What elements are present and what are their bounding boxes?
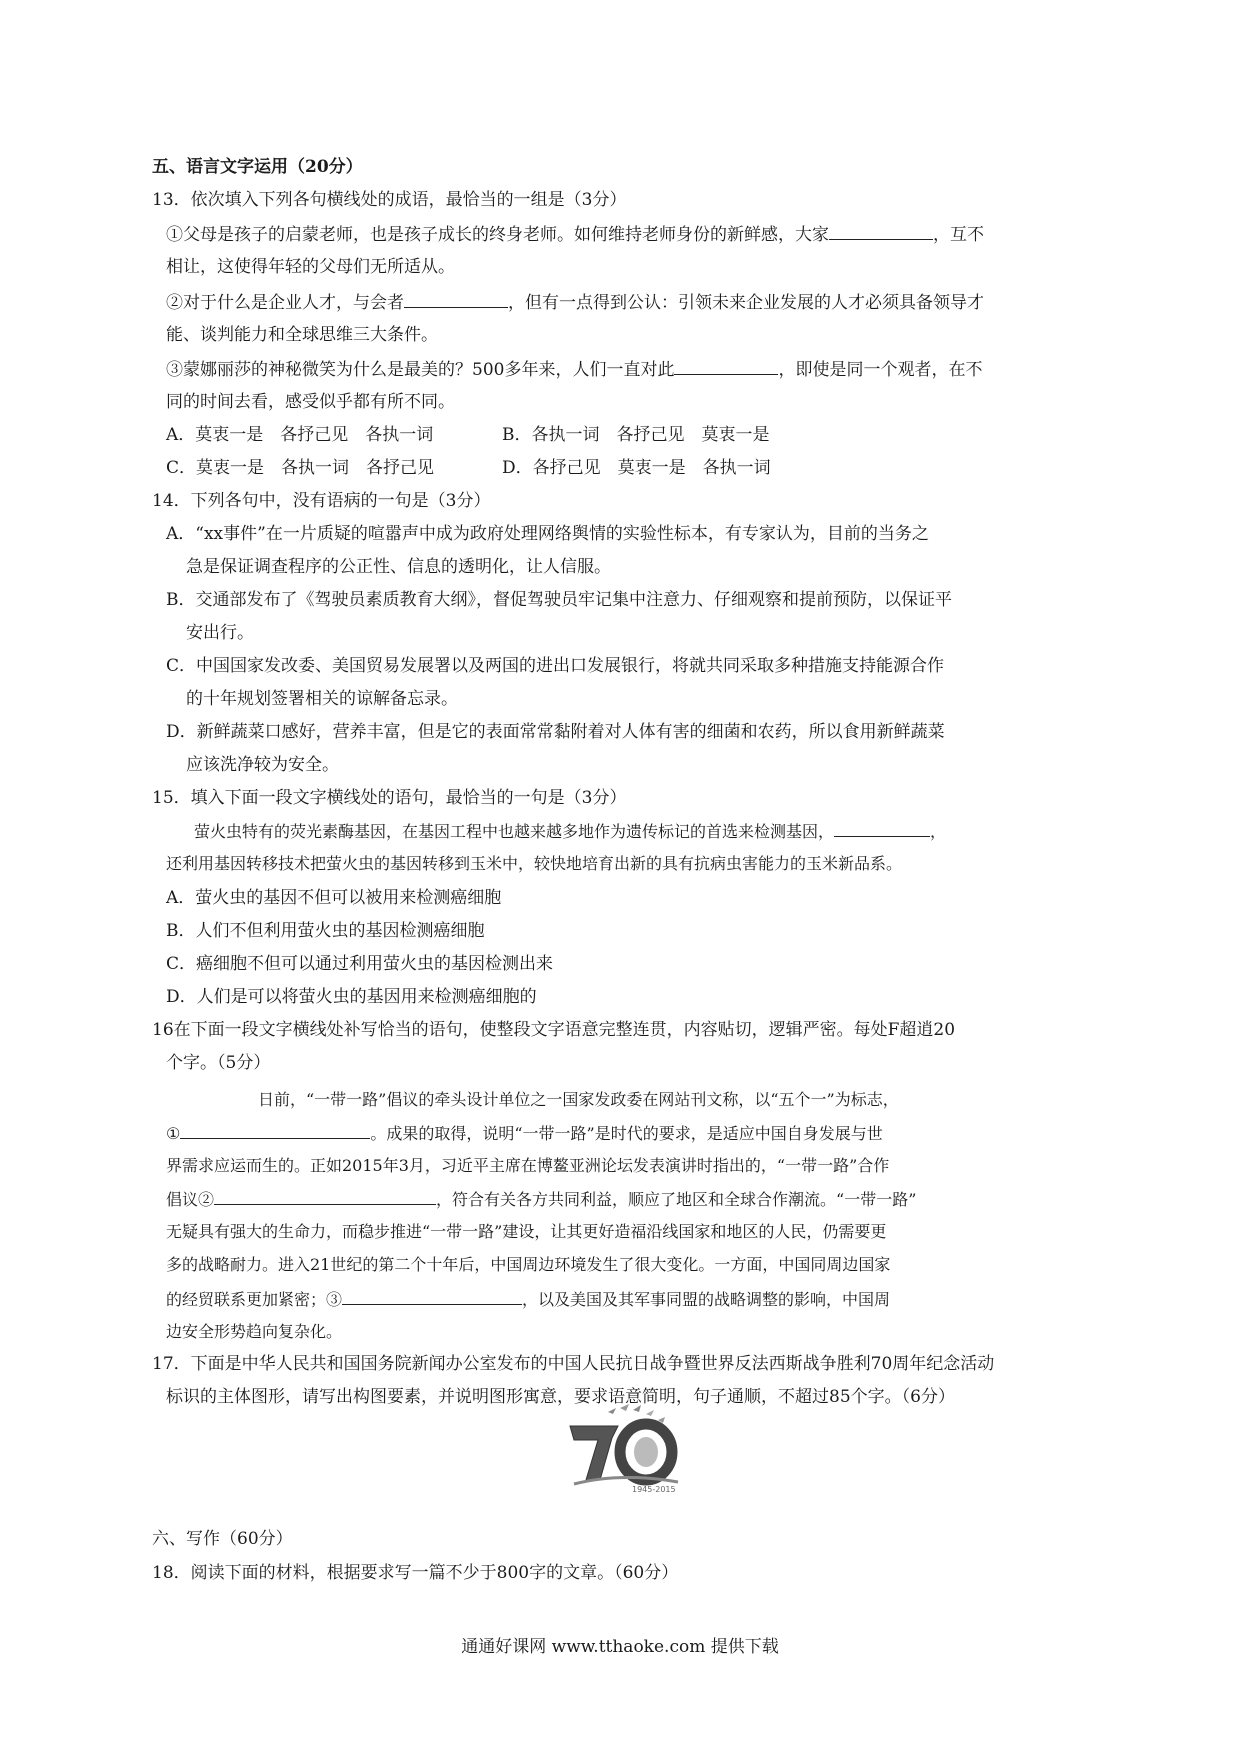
q15-passage-comma: ， bbox=[930, 822, 947, 841]
logo-years: 1945-2015 bbox=[632, 1485, 676, 1494]
q14-stem: 14．下列各句中，没有语病的一句是（3分） bbox=[152, 491, 491, 511]
q16-passage-line-2 bbox=[166, 1122, 883, 1145]
dove-icon bbox=[620, 1404, 629, 1411]
q16-passage-line-3: 界需求应运而生的。正如2015年3月，习近平主席在博鳌亚洲论坛发表演讲时指出的，“一带一路”合作 bbox=[166, 1156, 890, 1175]
q13-s1-text: ①父母是孩子的启蒙老师，也是孩子成长的终身老师。如何维持老师身份的新鲜感，大家 bbox=[166, 225, 829, 245]
q14-option-a: A．“xx事件”在一片质疑的喧嚣声中成为政府处理网络舆情的实验性标本，有专家认为，目前的当务之 bbox=[166, 524, 929, 544]
logo-graphic bbox=[560, 1400, 690, 1495]
q16-passage-line-1: 日前，“一带一路”倡议的牵头设计单位之一国家发政委在网站刊文称，以“五个一”为标志， bbox=[258, 1090, 899, 1109]
section-title-writing: 六、写作（60分） bbox=[152, 1529, 293, 1549]
q13-s2-text-end: ，但有一点得到公认：引领未来企业发展的人才必须具备领导才 bbox=[508, 293, 984, 313]
q15-option-c: C．癌细胞不但可以通过利用萤火虫的基因检测出来 bbox=[166, 954, 554, 974]
logo-seven bbox=[570, 1426, 618, 1480]
q13-sentence-2 bbox=[166, 291, 984, 314]
q15-stem: 15．填入下面一段文字横线处的语句，最恰当的一句是（3分） bbox=[152, 788, 627, 808]
dove-icon bbox=[608, 1408, 616, 1414]
q16-passage-text: 。成果的取得，说明“一带一路”是时代的要求，是适应中国自身发展与世 bbox=[370, 1124, 883, 1143]
q13-sentence-3 bbox=[166, 358, 982, 381]
q15-passage-2: 还利用基因转移技术把萤火虫的基因转移到玉米中，较快地培育出新的具有抗病虫害能力的玉米新品系。 bbox=[166, 854, 903, 873]
q16-stem-cont: 个字。（5分） bbox=[166, 1053, 271, 1073]
q15-option-d: D．人们是可以将萤火虫的基因用来检测癌细胞的 bbox=[166, 987, 537, 1007]
dove-icon bbox=[633, 1405, 641, 1412]
blank-line bbox=[829, 223, 933, 240]
q15-option-b: B．人们不但利用萤火虫的基因检测癌细胞 bbox=[166, 921, 485, 941]
q14-option-b: B．交通部发布了《驾驶员素质教育大纲》，督促驾驶员牢记集中注意力、仔细观察和提前预防，以保证平 bbox=[166, 590, 952, 610]
blank-line bbox=[674, 358, 778, 375]
q13-s2-text: ②对于什么是企业人才，与会者 bbox=[166, 293, 404, 313]
anniversary-70-logo bbox=[560, 1400, 690, 1495]
q16-passage-line-6: 多的战略耐力。进入21世纪的第二个十年后，中国周边环境发生了很大变化。一方面，中国同周边国家 bbox=[166, 1255, 891, 1274]
q14-option-c-cont: 的十年规划签署相关的谅解备忘录。 bbox=[186, 689, 458, 709]
q15-passage-1 bbox=[194, 820, 946, 843]
q16-passage-text: ，符合有关各方共同利益，顺应了地区和全球合作潮流。“一带一路” bbox=[436, 1190, 917, 1209]
blank-line bbox=[214, 1188, 436, 1205]
q13-s1-cont: 相让，这使得年轻的父母们无所适从。 bbox=[166, 257, 455, 277]
q18-stem: 18．阅读下面的材料，根据要求写一篇不少于800字的文章。（60分） bbox=[152, 1563, 679, 1583]
page-footer: 通通好课网 www.tthaoke.com 提供下载 bbox=[461, 1637, 779, 1657]
q14-option-a-cont: 急是保证调查程序的公正性、信息的透明化，让人信服。 bbox=[186, 557, 611, 577]
q16-blank-2-label: 倡议② bbox=[166, 1190, 215, 1209]
q14-option-d-cont: 应该洗净较为安全。 bbox=[186, 755, 339, 775]
q13-s3-text: ③蒙娜丽莎的神秘微笑为什么是最美的？500多年来，人们一直对此 bbox=[166, 360, 675, 380]
q15-option-a: A．萤火虫的基因不但可以被用来检测癌细胞 bbox=[166, 888, 502, 908]
blank-line bbox=[180, 1122, 370, 1139]
q13-s1-text-end: ，互不 bbox=[933, 225, 984, 245]
q13-s3-cont: 同的时间去看，感受似乎都有所不同。 bbox=[166, 392, 455, 412]
q16-blank-1-label: ① bbox=[166, 1124, 181, 1143]
q13-s2-cont: 能、谈判能力和全球思维三大条件。 bbox=[166, 325, 438, 345]
q13-option-b: B．各执一词 各抒己见 莫衷一是 bbox=[502, 425, 770, 445]
q13-s3-text-end: ，即使是同一个观者，在不 bbox=[778, 360, 983, 380]
blank-line bbox=[342, 1288, 522, 1305]
q13-option-d: D．各抒己见 莫衷一是 各执一词 bbox=[502, 458, 771, 478]
q16-passage-text: ，以及美国及其军事同盟的战略调整的影响，中国周 bbox=[522, 1290, 891, 1309]
q13-sentence-1 bbox=[166, 223, 984, 246]
q15-passage-text: 萤火虫特有的荧光素酶基因，在基因工程中也越来越多地作为遗传标记的首选来检测基因， bbox=[194, 822, 835, 841]
q14-option-b-cont: 安出行。 bbox=[186, 623, 254, 643]
q16-passage-line-7 bbox=[166, 1288, 890, 1311]
q13-stem: 13．依次填入下列各句横线处的成语，最恰当的一组是（3分） bbox=[152, 190, 627, 210]
q16-blank-3-label: 的经贸联系更加紧密；③ bbox=[166, 1290, 343, 1309]
logo-zero-inner bbox=[634, 1437, 658, 1467]
q16-passage-line-5: 无疑具有强大的生命力，而稳步推进“一带一路”建设，让其更好造福沿线国家和地区的人民，仍需要更 bbox=[166, 1222, 887, 1241]
dove-icon bbox=[646, 1410, 654, 1416]
q16-passage-line-8: 边安全形势趋向复杂化。 bbox=[166, 1322, 343, 1341]
q16-passage-line-4 bbox=[166, 1188, 916, 1211]
q16-stem: 16在下面一段文字横线处补写恰当的语句，使整段文字语意完整连贯，内容贴切，逻辑严密。每处F超逍20 bbox=[152, 1020, 956, 1040]
q14-option-d: D．新鲜蔬菜口感好，营养丰富，但是它的表面常常黏附着对人体有害的细菌和农药，所以食用新鲜蔬菜 bbox=[166, 722, 945, 742]
q17-stem-cont: 标识的主体图形，请写出构图要素，并说明图形寓意，要求语意简明，句子通顺，不超过85个字。（6分） bbox=[166, 1387, 955, 1407]
q14-option-c: C．中国国家发改委、美国贸易发展署以及两国的进出口发展银行，将就共同采取多种措施支持能源合作 bbox=[166, 656, 945, 676]
q13-option-c: C．莫衷一是 各执一词 各抒己见 bbox=[166, 458, 435, 478]
blank-line bbox=[834, 820, 930, 837]
q17-stem: 17．下面是中华人民共和国国务院新闻办公室发布的中国人民抗日战争暨世界反法西斯战争胜利70周年纪念活动 bbox=[152, 1354, 995, 1374]
section-title: 五、语言文字运用（20分） bbox=[152, 157, 363, 177]
q13-option-a: A．莫衷一是 各抒己见 各执一词 bbox=[166, 425, 434, 445]
blank-line bbox=[404, 291, 508, 308]
